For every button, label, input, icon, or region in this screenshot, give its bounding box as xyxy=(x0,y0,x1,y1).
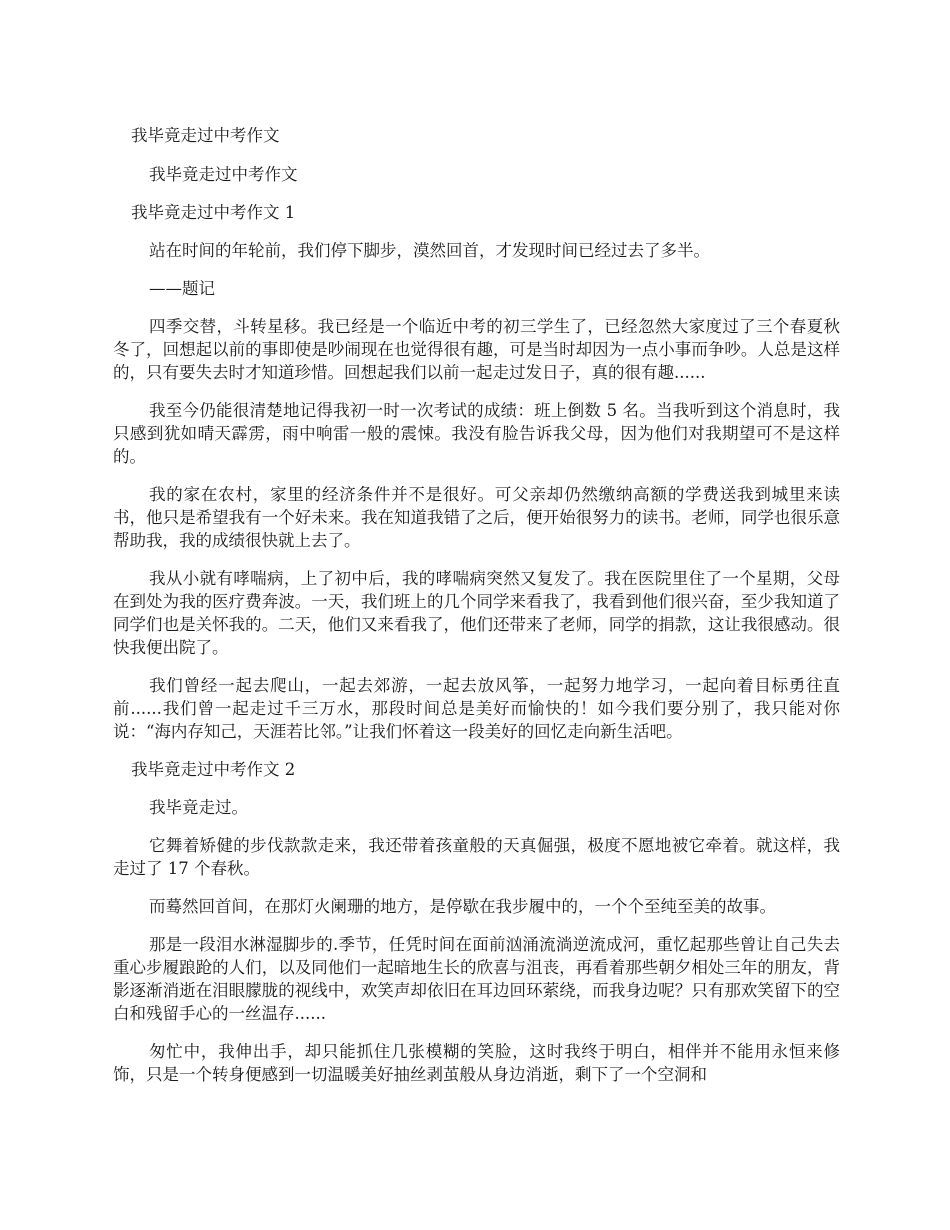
paragraph: 它舞着矫健的步伐款款走来，我还带着孩童般的天真倔强，极度不愿地被它牵着。就这样，我走过了 17 个春秋。 xyxy=(113,836,840,878)
section-heading-1: 我毕竟走过中考作文 1 xyxy=(131,203,296,222)
paragraph: 匆忙中，我伸出手，却只能抓住几张模糊的笑脸，这时我终于明白，相伴并不能用永恒来修饰，只是一个转身便感到一切温暖美好抽丝剥茧般从身边消逝，剩下了一个空洞和 xyxy=(113,1042,840,1084)
paragraph: 我至今仍能很清楚地记得我初一时一次考试的成绩：班上倒数 5 名。当我听到这个消息时，我只感到犹如晴天霹雳，雨中响雷一般的震悚。我没有脸告诉我父母，因为他们对我期望可不是这样的。 xyxy=(113,401,840,466)
document-body xyxy=(113,124,840,1101)
paragraph: 站在时间的年轮前，我们停下脚步，漠然回首，才发现时间已经过去了多半。 xyxy=(149,241,710,260)
paragraph: 我们曾经一起去爬山，一起去郊游，一起去放风筝，一起努力地学习，一起向着目标勇往直前......我们曾一起走过千三万水，那段时间总是美好而愉快的！如今我们要分别了，我只能对你说：“海内存知己，天涯若比邻。”让我们怀着这一段美好的回忆走向新生活吧。 xyxy=(113,676,840,741)
document-subtitle: 我毕竟走过中考作文 xyxy=(149,165,298,184)
paragraph: 那是一段泪水淋湿脚步的.季节，任凭时间在面前汹涌流淌逆流成河，重忆起那些曾让自己失去重心步履踉跄的人们，以及同他们一起暗地生长的欣喜与沮丧，再看着那些朝夕相处三年的朋友，背影逐渐消逝在泪眼朦胧的视线中，欢笑声却依旧在耳边回环萦绕，而我身边呢？只有那欢笑留下的空白和残留手心的一丝温存...... xyxy=(113,935,840,1023)
paragraph: 我的家在农村，家里的经济条件并不是很好。可父亲却仍然缴纳高额的学费送我到城里来读书，他只是希望我有一个好未来。我在知道我错了之后，便开始很努力的读书。老师，同学也很乐意帮助我，我的成绩很快就上去了。 xyxy=(113,485,840,550)
paragraph: 我毕竟走过。 xyxy=(149,798,248,817)
section-heading-2: 我毕竟走过中考作文 2 xyxy=(131,760,296,779)
document-title: 我毕竟走过中考作文 xyxy=(131,126,280,145)
paragraph: 我从小就有哮喘病，上了初中后，我的哮喘病突然又复发了。我在医院里住了一个星期，父母在到处为我的医疗费奔波。一天，我们班上的几个同学来看我了，我看到他们很兴奋，至少我知道了同学们也是关怀我的。二天，他们又来看我了，他们还带来了老师，同学的捐款，这让我很感动。很快我便出院了。 xyxy=(113,569,840,657)
paragraph: 而蓦然回首间，在那灯火阑珊的地方，是停歇在我步履中的，一个个至纯至美的故事。 xyxy=(149,897,776,916)
epigraph-attribution: ——题记 xyxy=(149,279,215,298)
paragraph: 四季交替，斗转星移。我已经是一个临近中考的初三学生了，已经忽然大家度过了三个春夏秋冬了，回想起以前的事即使是吵闹现在也觉得很有趣，可是当时却因为一点小事而争吵。人总是这样的，只有要失去时才知道珍惜。回想起我们以前一起走过发日子，真的很有趣...... xyxy=(113,317,840,382)
